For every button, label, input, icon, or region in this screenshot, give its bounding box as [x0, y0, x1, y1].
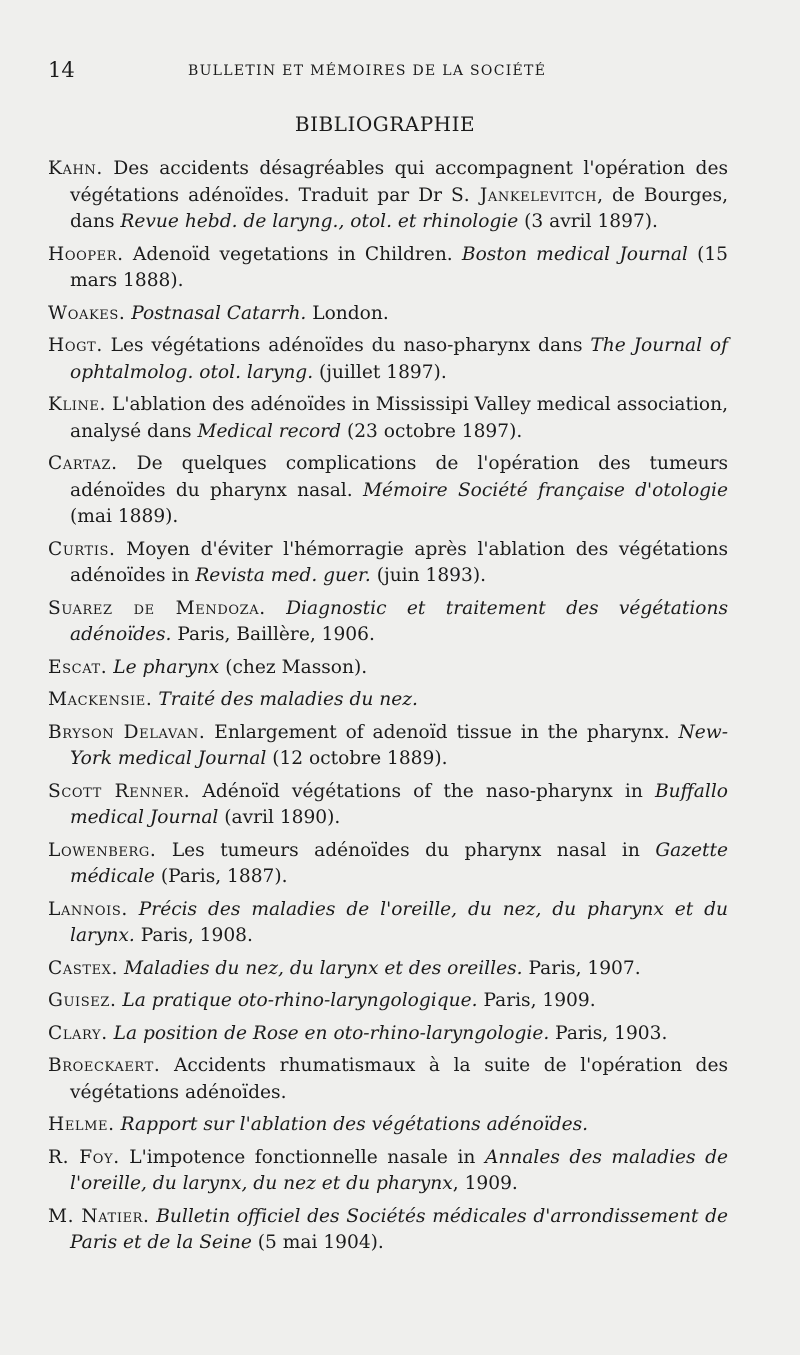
section-title: BIBLIOGRAPHIE [294, 112, 476, 136]
bibliography-entry [48, 301, 728, 328]
entry-text: Moyen d'éviter l'hémorragie après l'ablation des végétations adénoïdes in [70, 538, 728, 586]
entry-text-end: (5 mai 1904). [251, 1232, 384, 1253]
entry-text-end: (chez Masson). [219, 656, 368, 678]
entry-source: Buffallo medical Journal [70, 780, 728, 828]
entry-text-end: (12 octobre 1889). [266, 748, 448, 769]
entry-source: La pratique oto-rhino-laryngologique. [122, 990, 478, 1011]
bibliography-entry [48, 392, 728, 445]
entry-source: Diagnostic et traitement des végétations adénoïdes. [70, 597, 728, 645]
entry-source: Gazette médicale [70, 839, 728, 887]
entry-text-end: (avril 1890). [218, 807, 341, 828]
entry-text-end: London. [306, 302, 389, 324]
entry-author: Guisez. [48, 990, 117, 1011]
page-number: 14 [48, 58, 75, 82]
entry-text-end: Paris, Baillère, 1906. [171, 624, 375, 645]
entry-text: Des accidents désagréables qui accompagnent l'opération des végétations adénoïdes. Traduit par Dr [70, 158, 728, 206]
entry-source: Boston medical Journal [461, 243, 688, 265]
entry-text [266, 598, 286, 619]
entry-text: L'ablation des adénoïdes in Mississipi Valley medical association, analysé dans [70, 394, 728, 442]
page-header [48, 58, 728, 88]
entry-author: M. Natier. [48, 1205, 150, 1227]
bibliography-entry [48, 1145, 728, 1198]
entry-source: The Journal of ophtalmolog. otol. laryng. [70, 335, 728, 383]
bibliography-entry [48, 687, 728, 714]
bibliography-entry [48, 720, 728, 773]
entry-source: Medical record [197, 420, 342, 442]
bibliography-entry [48, 655, 728, 682]
bibliography-entry [48, 1112, 728, 1139]
entry-author: Castex. [48, 957, 119, 979]
entry-text-end: (15 mars 1888). [70, 243, 728, 291]
entry-author: Kahn. [48, 158, 103, 179]
bibliography-entry [48, 156, 728, 236]
bibliography-entry [48, 956, 728, 983]
entry-text-end: (mai 1889). [70, 506, 179, 527]
entry-text [128, 899, 139, 920]
entry-author: Suarez de Mendoza. [48, 597, 266, 619]
entry-source: Postnasal Catarrh. [131, 302, 307, 324]
entry-translator: S. Jankelevitch [451, 184, 598, 206]
entry-source: La position de Rose en oto-rhino-laryngologie. [113, 1022, 550, 1044]
entry-source: Revista med. guer. [195, 565, 371, 586]
entry-text-end: , 1909. [452, 1173, 518, 1194]
bibliography-entry [48, 897, 728, 950]
entry-text-end: Paris, 1903. [549, 1022, 668, 1044]
entry-text-end: (3 avril 1897). [518, 211, 658, 232]
entry-author: Hogt. [48, 335, 103, 356]
entry-author: Clary. [48, 1022, 108, 1044]
bibliography-entry [48, 333, 728, 386]
entry-source: Bulletin officiel des Sociétés médicales d'arrondissement de Paris et de la Seine [70, 1205, 728, 1253]
entry-text: Les tumeurs adénoïdes du pharynx nasal in [156, 839, 656, 861]
bibliography-entry [48, 1204, 728, 1257]
entry-source: Annales des maladies de l'oreille, du larynx, du nez et du pharynx [70, 1146, 729, 1194]
entry-author: Scott Renner. [48, 780, 191, 802]
bibliography-entry [48, 779, 728, 832]
entry-text: Enlargement of adenoïd tissue in the pharynx. [205, 721, 679, 743]
bibliography-entry [48, 596, 728, 649]
entry-text-end: (23 octobre 1897). [341, 420, 523, 442]
entry-text: , de Bourges, dans [70, 184, 729, 232]
entry-text: Accidents rhumatismaux à la suite de l'opération des végétations adénoïdes. [70, 1055, 728, 1103]
bibliography-entry [48, 838, 728, 891]
entry-text-end: Paris, 1908. [134, 925, 253, 946]
bibliography-entry [48, 988, 728, 1015]
bibliography-entry [48, 1053, 728, 1106]
running-title: BULLETIN ET MÉMOIRES DE LA SOCIÉTÉ [188, 63, 547, 79]
entry-author: Kline. [48, 394, 107, 415]
entry-author: Lannois. [48, 898, 128, 920]
bibliography-list [48, 156, 728, 1263]
entry-text-end: (Paris, 1887). [154, 866, 288, 887]
entry-source: Traité des maladies du nez. [158, 689, 418, 710]
entry-text-end: (juin 1893). [370, 565, 487, 586]
entry-source: Maladies du nez, du larynx et des oreilles. [123, 957, 523, 979]
entry-text: Adenoïd vegetations in Children. [123, 243, 462, 265]
entry-author: Lowenberg. [48, 839, 157, 861]
entry-text: De quelques complications de l'opération des tumeurs adénoïdes du pharynx nasal. [70, 453, 728, 501]
entry-source: New-York medical Journal [70, 721, 728, 769]
entry-source: Rapport sur l'ablation des végétations adénoïdes. [120, 1114, 589, 1135]
bibliography-entry [48, 242, 728, 295]
entry-author: Broeckaert. [48, 1055, 161, 1076]
entry-source: Mémoire Société française d'otologie [362, 479, 728, 501]
bibliography-entry [48, 1021, 728, 1048]
entry-text: L'impotence fonctionnelle nasale in [119, 1146, 485, 1168]
entry-author: Cartaz. [48, 453, 118, 474]
entry-text-end: Paris, 1907. [522, 957, 641, 979]
entry-author: Helme. [48, 1114, 115, 1135]
entry-author: Woakes. [48, 302, 126, 324]
bibliography-entry [48, 537, 728, 590]
entry-text-end: (juillet 1897). [313, 361, 447, 383]
entry-author: Mackensie. [48, 689, 153, 710]
entry-source: Précis des maladies de l'oreille, du nez, du pharynx et du larynx. [70, 898, 728, 946]
entry-source: Le pharynx [113, 656, 220, 678]
entry-author: Bryson Delavan. [48, 721, 206, 743]
entry-author: Hooper. [48, 243, 124, 265]
bibliography-entry [48, 451, 728, 531]
entry-text: Adénoïd végétations of the naso-pharynx in [190, 780, 655, 802]
entry-text: Les végétations adénoïdes du naso-pharynx dans [102, 335, 591, 356]
entry-source: Revue hebd. de laryng., otol. et rhinologie [120, 211, 519, 232]
entry-author: Escat. [48, 656, 108, 678]
entry-author: Curtis. [48, 538, 116, 560]
entry-text-end: Paris, 1909. [477, 990, 596, 1011]
entry-author: R. Foy. [48, 1146, 120, 1168]
